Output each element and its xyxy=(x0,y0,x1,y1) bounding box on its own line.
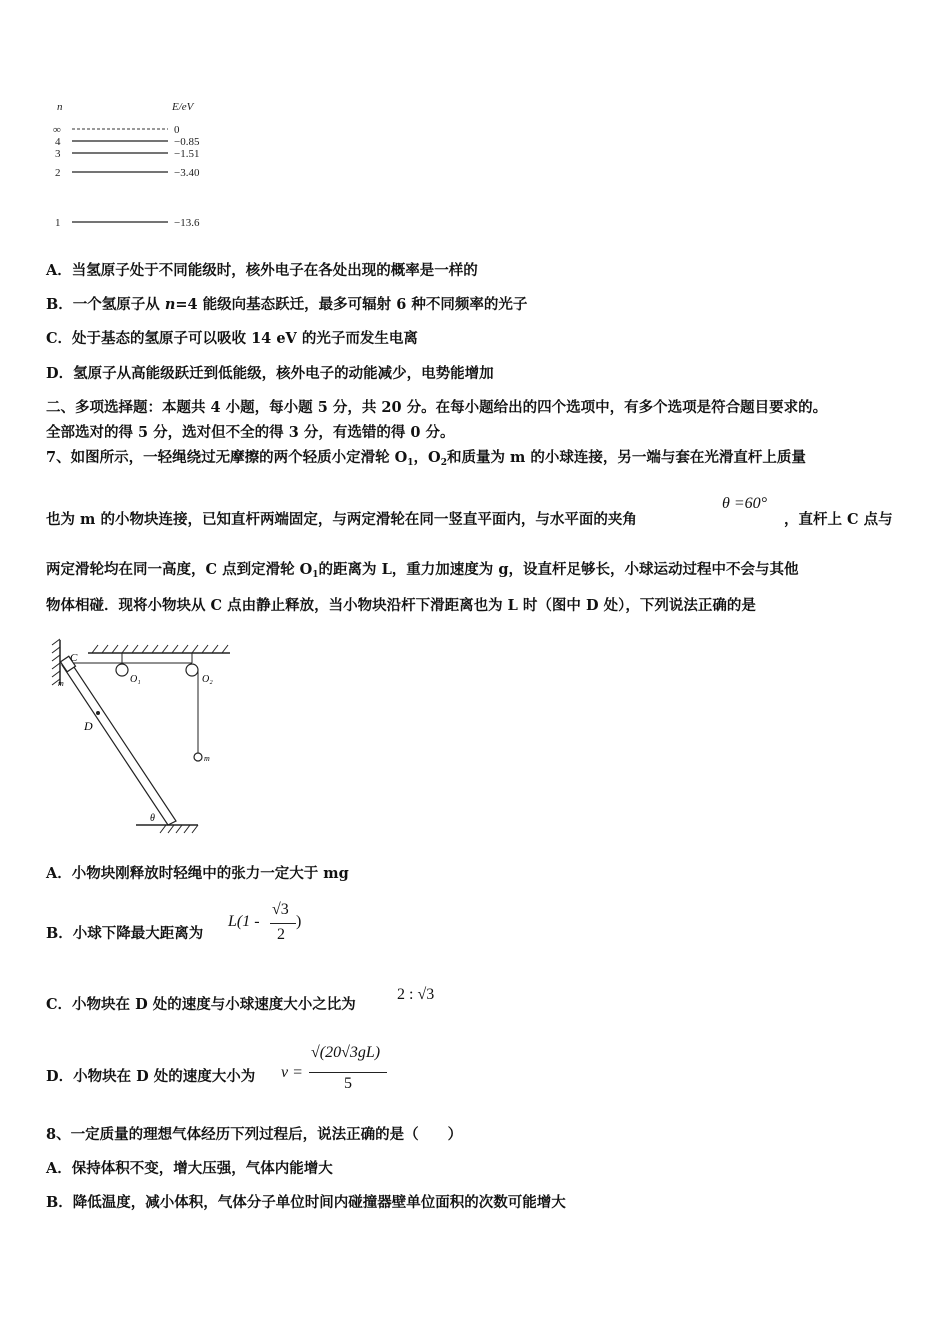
energy-axis-label: E/eV xyxy=(172,101,194,113)
q7-stem-line1: 7、如图所示，一轻绳绕过无摩擦的两个轻质小定滑轮 $O_1$，$O_2$和质量为 m 的小球连接，另一端与套在光滑直杆上质量 xyxy=(46,449,806,468)
level-energy-3: −1.51 xyxy=(174,148,200,160)
q6-option-c: C．处于基态的氢原子可以吸收 14 eV 的光子而发生电离 xyxy=(46,330,418,347)
label-theta: θ xyxy=(150,813,155,824)
q6-option-b: B．一个氢原子从 n=4 能级向基态跃迁，最多可辐射 6 种不同频率的光子 xyxy=(46,296,528,313)
label-c: C xyxy=(70,652,78,664)
point-d xyxy=(96,711,100,715)
section2-heading-line2: 全部选对的得 5 分，选对但不全的得 3 分，有选错的得 0 分。 xyxy=(46,424,455,441)
label-m-block: m xyxy=(58,679,64,688)
energy-level-diagram xyxy=(40,95,240,240)
label-o2: O₂ xyxy=(202,674,213,685)
label-o1: O₁ xyxy=(130,674,141,685)
q7-stem-line3: 两定滑轮均在同一高度，C 点到定滑轮 $O_1$的距离为 L，重力加速度为 g，设直杆足够长，小球运动过程中不会与其他 xyxy=(46,561,799,580)
pulley-figure xyxy=(40,635,240,840)
q8-option-a: A．保持体积不变，增大压强，气体内能增大 xyxy=(46,1160,333,1177)
section2-heading-line1: 二、多项选择题：本题共 4 小题，每小题 5 分，共 20 分。在每小题给出的四个选项中，有多个选项是符合题目要求的。 xyxy=(46,399,828,416)
level-n-1: 1 xyxy=(55,217,61,229)
level-n-4: 4 xyxy=(55,136,61,148)
n-axis-label: n xyxy=(57,101,63,113)
q8-option-b: B．降低温度，减小体积，气体分子单位时间内碰撞器壁单位面积的次数可能增大 xyxy=(46,1194,566,1211)
label-d: D xyxy=(84,719,93,733)
theta-expression: θ =60° xyxy=(722,495,768,512)
level-n-inf: ∞ xyxy=(53,124,61,136)
pulley-o1 xyxy=(116,664,128,676)
q7-option-c-formula: 2 : √3 xyxy=(397,986,435,1003)
q6-option-d: D．氢原子从高能级跃迁到低能级，核外电子的动能减少，电势能增加 xyxy=(46,365,494,382)
level-energy-2: −3.40 xyxy=(174,167,200,179)
level-n-3: 3 xyxy=(55,148,61,160)
slanted-rod xyxy=(62,661,176,825)
ceiling-hatch xyxy=(92,645,228,653)
q6-option-a: A．当氢原子处于不同能级时，核外电子在各处出现的概率是一样的 xyxy=(46,262,478,279)
level-energy-inf: 0 xyxy=(174,124,180,136)
q7-option-a: A．小物块刚释放时轻绳中的张力一定大于 mg xyxy=(46,865,349,882)
q7-option-b: B．小球下降最大距离为 xyxy=(46,925,204,942)
q7-stem-line2-tail: ，直杆上 C 点与 xyxy=(784,511,893,528)
level-energy-4: −0.85 xyxy=(174,136,200,148)
ground-hatch xyxy=(160,825,198,833)
q7-option-c: C．小物块在 D 处的速度与小球速度大小之比为 xyxy=(46,996,356,1013)
q8-stem: 8、一定质量的理想气体经历下列过程后，说法正确的是（ ） xyxy=(46,1126,463,1143)
q7-stem-line4: 物体相碰．现将小物块从 C 点由静止释放，当小物块沿杆下滑距离也为 L 时（图中 D 处），下列说法正确的是 xyxy=(46,597,756,614)
pulley-o2 xyxy=(186,664,198,676)
q7-option-d: D．小物块在 D 处的速度大小为 xyxy=(46,1068,256,1085)
label-m-ball: m xyxy=(204,754,210,763)
level-energy-1: −13.6 xyxy=(174,217,200,229)
level-n-2: 2 xyxy=(55,167,61,179)
hanging-ball xyxy=(194,753,202,761)
q7-stem-line2: 也为 m 的小物块连接，已知直杆两端固定，与两定滑轮在同一竖直平面内，与水平面的夹角 xyxy=(46,511,637,528)
